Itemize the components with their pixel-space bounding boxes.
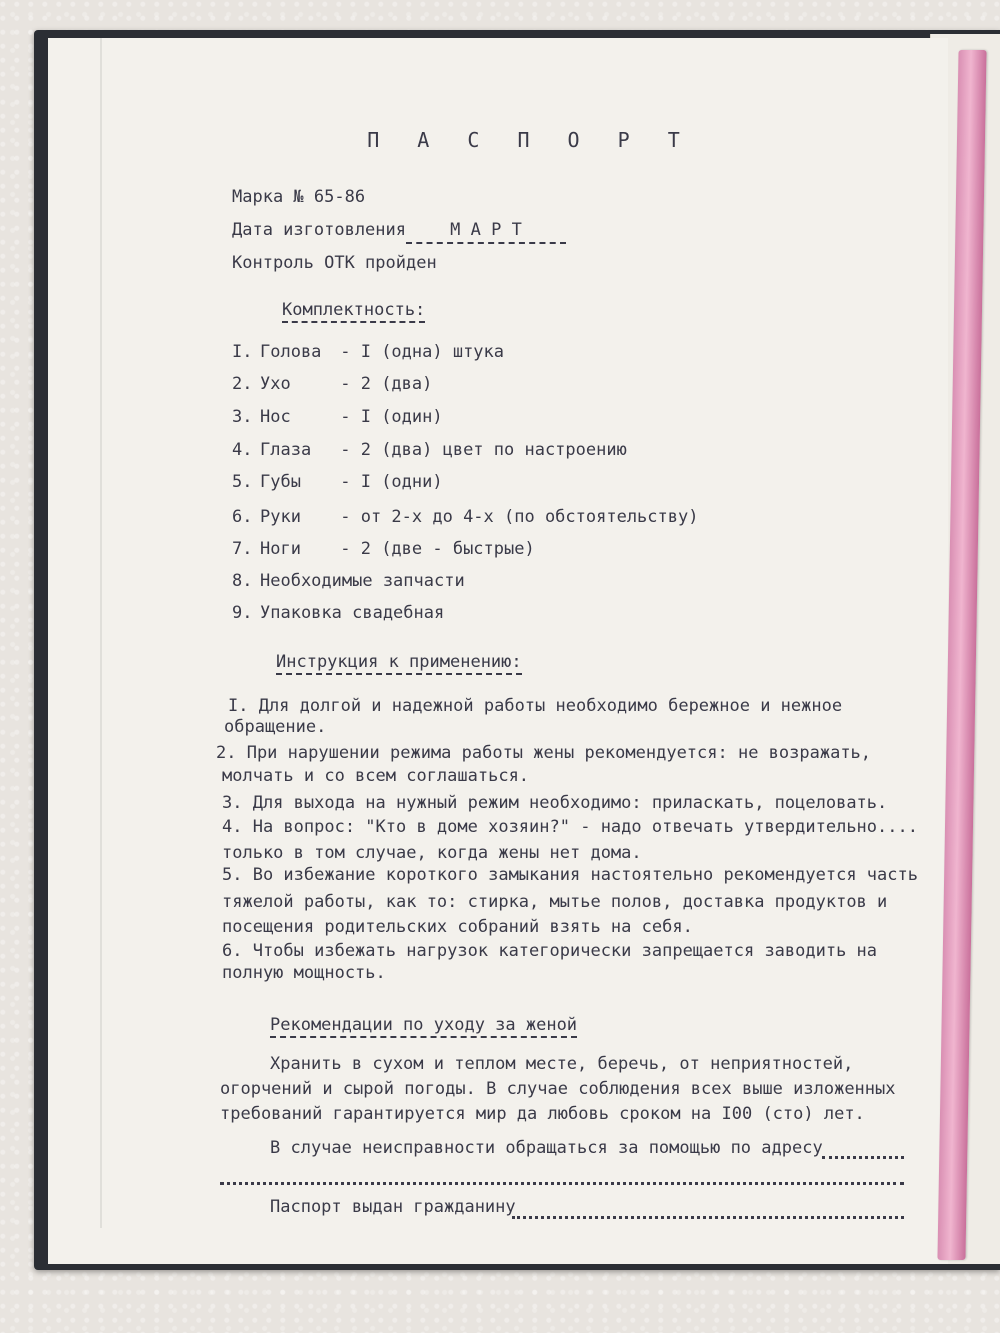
list-item: 8. Необходимые запчасти [232, 571, 465, 591]
repair-line: В случае неисправности обращаться за помощью по адресу [270, 1138, 823, 1158]
instruction-line: 6. Чтобы избежать нагрузок категорически запрещается заводить на [222, 941, 878, 961]
instruction-line: I. Для долгой и надежной работы необходимо бережное и нежное [228, 696, 843, 716]
instruction-line: только в том случае, когда жены нет дома. [222, 843, 642, 863]
date-value: М А Р Т [406, 219, 566, 244]
list-item: 5. Губы - I (одни) [232, 472, 443, 492]
page-edge [100, 38, 102, 1228]
issued-line: Паспорт выдан гражданину [270, 1197, 516, 1217]
instruction-line: 2. При нарушении режима работы жены рекомендуется: не возражать, [216, 743, 872, 763]
instruction-line: обращение. [224, 717, 327, 737]
care-line: требований гарантируется мир да любовь сроком на I00 (сто) лет. [220, 1104, 865, 1124]
otk-line: Контроль ОТК пройден [232, 253, 437, 273]
address-dots [822, 1156, 904, 1159]
list-item: 7. Ноги - 2 (две - быстрые) [232, 539, 535, 559]
date-label: Дата изготовления [232, 220, 406, 240]
care-line: огорчений и сырой погоды. В случае соблюдения всех выше изложенных [220, 1079, 896, 1099]
list-item: I. Голова - I (одна) штука [232, 342, 505, 362]
list-item: 9. Упаковка свадебная [232, 603, 445, 623]
kit-heading [282, 300, 425, 320]
list-item: 3. Нос - I (один) [232, 407, 443, 427]
list-item: 4. Глаза - 2 (два) цвет по настроению [232, 440, 627, 460]
instruction-line: 3. Для выхода на нужный режим необходимо: приласкать, поцеловать. [222, 793, 888, 813]
address-dots-line [220, 1182, 904, 1185]
instruction-line: посещения родительских собраний взять на себя. [222, 917, 693, 937]
instruction-line: 5. Во избежание короткого замыкания настоятельно рекомендуется часть [222, 865, 918, 885]
list-item: 2. Ухо - 2 (два) [232, 374, 433, 394]
document-title: П А С П О Р Т [367, 128, 693, 152]
instruction-heading [276, 652, 522, 672]
issued-dots [512, 1216, 904, 1219]
list-item: 6. Руки - от 2-х до 4-х (по обстоятельству) [232, 507, 699, 527]
instruction-line: 4. На вопрос: "Кто в доме хозяин?" - надо отвечать утвердительно.... [222, 817, 918, 837]
marka-line: Марка № 65-86 [232, 187, 366, 207]
care-heading-text: Рекомендации по уходу за женой [270, 1015, 577, 1038]
care-line: Хранить в сухом и теплом месте, беречь, от неприятностей, [270, 1054, 854, 1074]
kit-heading-text: Комплектность: [282, 300, 425, 323]
instruction-line: молчать и со всем соглашаться. [222, 766, 530, 786]
date-line [232, 219, 566, 244]
care-heading [270, 1015, 577, 1035]
instruction-line: тяжелой работы, как то: стирка, мытье полов, доставка продуктов и [222, 892, 888, 912]
instruction-line: полную мощность. [222, 963, 386, 983]
instruction-heading-text: Инструкция к применению: [276, 652, 522, 675]
